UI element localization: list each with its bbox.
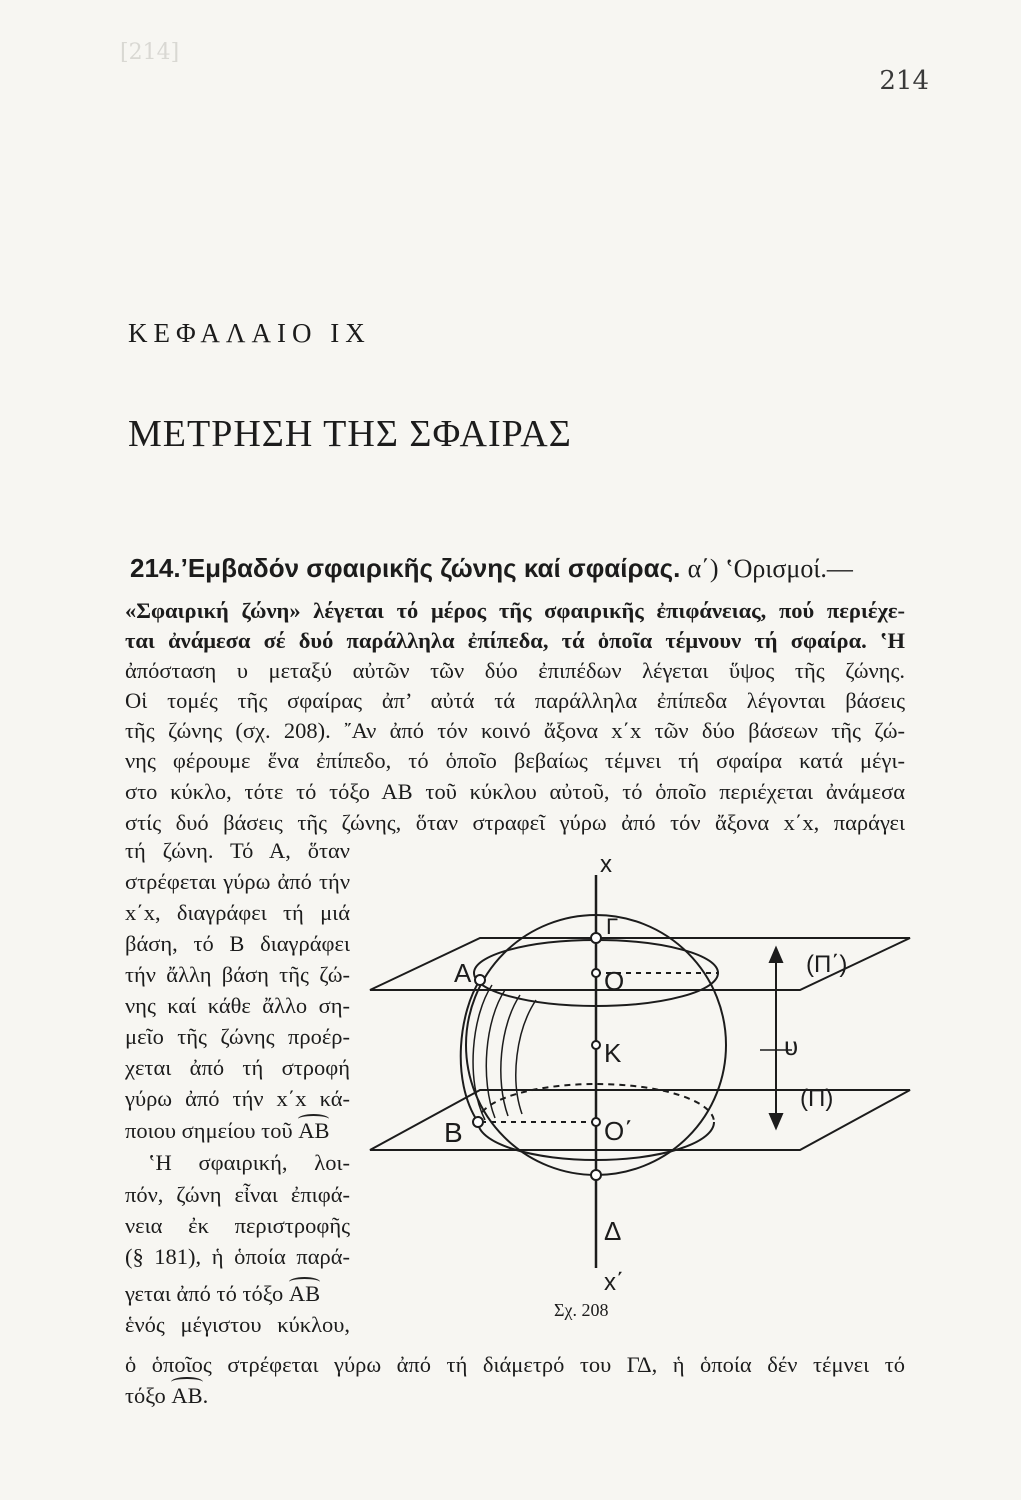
text-line: ʽΗ σφαιρική, λοι- — [148, 1150, 350, 1175]
label-gamma: Γ — [606, 914, 619, 939]
point-delta — [591, 1170, 601, 1180]
point-k — [592, 1041, 600, 1049]
text-line: νης φέρουμε ἕνα ἐπίπεδο, τό ὁποῖο βεβαίως τέμνει τή σφαίρα κατά μέγι- — [125, 748, 905, 773]
sphere-zone-figure — [360, 850, 920, 1300]
text-line: τῆς ζώνης (σχ. 208). ῎Αν ἀπό τόν κοινό ἄξονα x΄x τῶν δύο βάσεων τῆς ζώ- — [125, 718, 905, 743]
height-arrow-top — [770, 948, 782, 962]
text-line — [125, 1381, 905, 1411]
height-arrow-bottom — [770, 1114, 782, 1128]
text-line: στρέφεται γύρω ἀπό τήν — [125, 869, 350, 894]
text-line: (§ 181), ἡ ὁποία παρά- — [125, 1244, 350, 1269]
label-k: K — [604, 1038, 622, 1068]
figure-caption: Σχ. 208 — [554, 1300, 609, 1320]
text-line — [125, 1281, 350, 1307]
text-line: Οἱ τομές τῆς σφαίρας ἀπ’ αὐτά τά παράλληλα ἐπίπεδα λέγονται βάσεις — [125, 688, 905, 713]
text-line-start: ποιου σημείου τοῦ — [125, 1118, 293, 1143]
bleed-through-page-number: [214] — [120, 40, 180, 65]
text-line: ὁ ὁποῖος στρέφεται γύρω ἀπό τή διάμετρό του ΓΔ, ἡ ὁποία δέν τέμνει τό — [125, 1352, 905, 1377]
section-title: 214.’Εμβαδόν σφαιρικῆς ζώνης καί σφαίρας. — [130, 553, 681, 583]
chapter-heading: ΚΕΦΑΛΑΙΟ IX — [128, 318, 371, 348]
text-line: τήν ἄλλη βάση τῆς ζώ- — [125, 962, 350, 987]
section-subtitle: α΄) ʽΟρισμοί.— — [687, 554, 853, 583]
label-u: υ — [784, 1031, 799, 1061]
label-plane-p: (Π) — [800, 1085, 834, 1112]
point-o-prime — [592, 1118, 600, 1126]
page-title: ΜΕΤΡΗΣΗ ΤΗΣ ΣΦΑΙΡΑΣ — [128, 413, 572, 455]
section-heading — [130, 553, 910, 584]
arc-ab-label: ΑΒ — [288, 1281, 321, 1306]
point-o — [592, 969, 600, 977]
label-a: A — [454, 958, 472, 988]
arc-ab-label: ΑΒ — [298, 1118, 330, 1143]
label-x: x — [600, 851, 612, 878]
text-line-start: τόξο — [125, 1383, 166, 1408]
text-line — [125, 1118, 350, 1144]
point-a — [475, 975, 485, 985]
sentence-end: . — [202, 1383, 209, 1408]
label-b: B — [444, 1117, 463, 1148]
label-x-prime: x΄ — [604, 1269, 624, 1296]
text-line-start: γεται ἀπό τό τόξο — [125, 1281, 284, 1306]
point-b — [473, 1117, 483, 1127]
text-line: χεται ἀπό τή στροφή — [125, 1055, 350, 1080]
text-line: γύρω ἀπό τήν x΄x κά- — [125, 1086, 350, 1111]
text-line: ται ἀνάμεσα σέ δυό παράλληλα ἐπίπεδα, τά ὁποῖα τέμνουν τή σφαίρα. ʽΗ — [125, 628, 905, 653]
text-line: x΄x, διαγράφει τή μιά — [125, 900, 350, 925]
text-line: ἀπόσταση υ μεταξύ αὐτῶν τῶν δύο ἐπιπέδων λέγεται ὕψος τῆς ζώνης. — [125, 658, 905, 683]
text-line: μεῖο τῆς ζώνης προέρ- — [125, 1024, 350, 1049]
text-line: βάση, τό Β διαγράφει — [125, 931, 350, 956]
label-delta: Δ — [604, 1216, 622, 1246]
point-gamma — [591, 933, 601, 943]
text-line: «Σφαιρική ζώνη» λέγεται τό μέρος τῆς σφαιρικῆς ἐπιφάνειας, πού περιέχε- — [125, 598, 905, 623]
label-o-prime: O΄ — [604, 1116, 633, 1146]
arc-ab-label: ΑΒ — [171, 1381, 202, 1411]
label-plane-p-prime: (Π΄) — [806, 951, 848, 978]
text-line: πόν, ζώνη εἶναι ἐπιφά- — [125, 1182, 350, 1207]
page-number: 214 — [879, 66, 929, 96]
text-line: νης καί κάθε ἄλλο ση- — [125, 993, 350, 1018]
label-o: O — [604, 966, 625, 996]
text-line: τή ζώνη. Τό Α, ὅταν — [125, 838, 350, 863]
text-line: ἑνός μέγιστου κύκλου, — [125, 1312, 350, 1337]
text-line: στο κύκλο, τότε τό τόξο ΑΒ τοῦ κύκλου αὐτοῦ, τό ὁποῖο περιέχεται ἀνάμεσα — [125, 779, 905, 804]
text-line: νεια ἐκ περιστροφῆς — [125, 1213, 350, 1238]
text-line: στίς δυό βάσεις τῆς ζώνης, ὅταν στραφεῖ γύρω ἀπό τόν ἄξονα x΄x, παράγει — [125, 810, 905, 835]
